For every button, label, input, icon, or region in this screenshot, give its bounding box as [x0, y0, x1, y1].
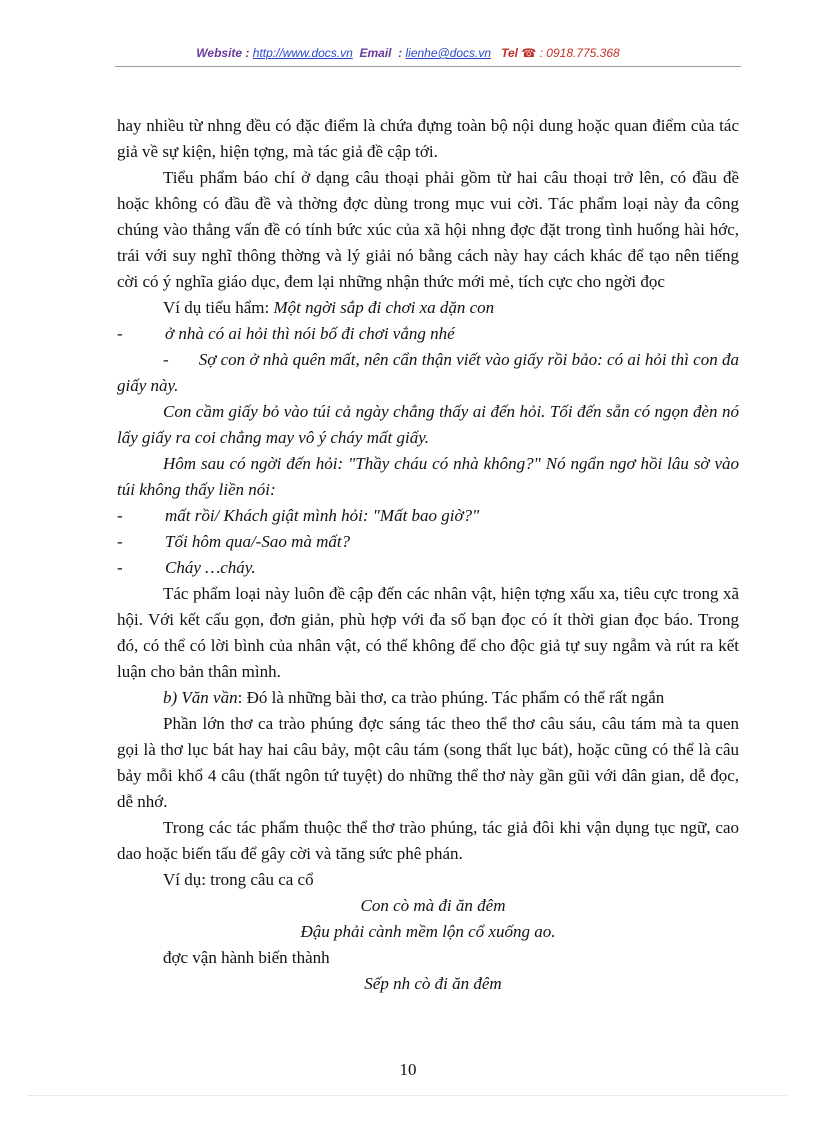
paragraph-9: Ví dụ: trong câu ca cổ	[163, 870, 314, 889]
paragraph-6: b) Văn vần: Đó là những bài thơ, ca trào phúng. Tác phẩm có thể rất ngắn	[163, 688, 665, 707]
section-label: b) Văn vần	[163, 688, 238, 707]
paragraph-3: Con cầm giấy bỏ vào túi cả ngày chẳng thấy ai đến hỏi. Tối đến sẵn có ngọn đèn nó lấy giấy ra coi chẳng may vô ý cháy mất giấy.	[117, 402, 739, 447]
tel-value: : 0918.775.368	[539, 46, 620, 60]
website-label: Website	[196, 46, 243, 60]
dialogue-line: - Cháy …cháy.	[117, 558, 256, 577]
paragraph-7: Phần lớn thơ ca trào phúng đợc sáng tác theo thể thơ câu sáu, câu tám mà ta quen gọi là thơ lục bát hay hai câu bảy, một câu tám (song thất lục bát), hoặc cũng có thể là câu bảy mỗi khổ 4 câu (thất ngôn tứ tuyệt) do những thể thơ này gần gũi với dân gian, dễ đọc, dễ nhớ.	[117, 714, 739, 811]
example-title: Một ngời sắp đi chơi xa dặn con	[273, 298, 495, 317]
example-intro	[117, 295, 739, 321]
dialogue-line: - mất rồi/ Khách giật mình hỏi: "Mất bao giờ?"	[117, 506, 480, 525]
paragraph-5: Tác phẩm loại này luôn đề cập đến các nhân vật, hiện tợng xấu xa, tiêu cực trong xã hội. Với kết cấu gọn, đơn giản, phù hợp với đa số bạn đọc có ít thời gian đọc báo. Trong đó, có thể có lời bình của nhân vật, có thể không để cho độc giả tự suy ngẫm và rút ra kết luận cho bản thân mình.	[117, 584, 739, 681]
header-divider	[115, 66, 741, 67]
example-label: Ví dụ tiểu hẩm:	[163, 298, 274, 317]
page-header: Website : http://www.docs.vn Email : lienhe@docs.vn Tel ☎ : 0918.775.368	[196, 46, 620, 60]
footer-divider	[28, 1095, 788, 1096]
paragraph-4: Hôm sau có ngời đến hỏi: "Thầy cháu có nhà không?" Nó ngẩn ngơ hồi lâu sờ vào túi không thấy liền nói:	[117, 454, 739, 499]
dialogue-line: - ở nhà có ai hỏi thì nói bố đi chơi vắng nhé	[117, 324, 455, 343]
tel-label: Tel ☎	[501, 46, 537, 60]
paragraph-10: đợc vận hành biến thành	[163, 948, 330, 967]
dialogue-line: - Tối hôm qua/-Sao mà mất?	[117, 532, 351, 551]
website-link[interactable]: http://www.docs.vn	[252, 46, 353, 60]
page-number: 10	[399, 1060, 417, 1079]
email-link[interactable]: lienhe@docs.vn	[405, 46, 492, 60]
paragraph-2: Tiểu phẩm báo chí ở dạng câu thoại phải gồm từ hai câu thoại trở lên, có đầu đề hoặc không có đầu đề và thờng đợc dùng trong mục vui cời. Tác phẩm loại này đa công chúng vào thẳng vấn đề có tính bức xúc của xã hội nhng đợc đặt trong tình huống hài hớc, trái với suy nghĩ thông thờng và lý giải nó bằng cách này hay cách khác để tạo nên tiếng cời có ý nghĩa giáo dục, đem lại những nhận thức mới mẻ, tích cực cho ngời đọc	[117, 168, 739, 291]
dialogue-line: - Sợ con ở nhà quên mất, nên cẩn thận viết vào giấy rồi bảo: có ai hỏi thì con đa giấy này.	[117, 350, 740, 395]
email-label: Email	[359, 46, 392, 60]
paragraph-1: hay nhiều từ nhng đều có đặc điểm là chứa đựng toàn bộ nội dung hoặc quan điểm của tác giả về sự kiện, hiện tợng, mà tác giả đề cập tới.	[117, 116, 739, 161]
page-body	[117, 113, 739, 997]
paragraph-8: Trong các tác phẩm thuộc thể thơ trào phúng, tác giả đôi khi vận dụng tục ngữ, cao dao hoặc biến tấu để gây cời và tăng sức phê phán.	[117, 818, 739, 863]
verse-line: Con cò mà đi ăn đêm	[360, 896, 506, 915]
verse-line: Sếp nh cò đi ăn đêm	[364, 974, 502, 993]
verse-line: Đậu phải cành mềm lộn cổ xuống ao.	[300, 922, 556, 941]
